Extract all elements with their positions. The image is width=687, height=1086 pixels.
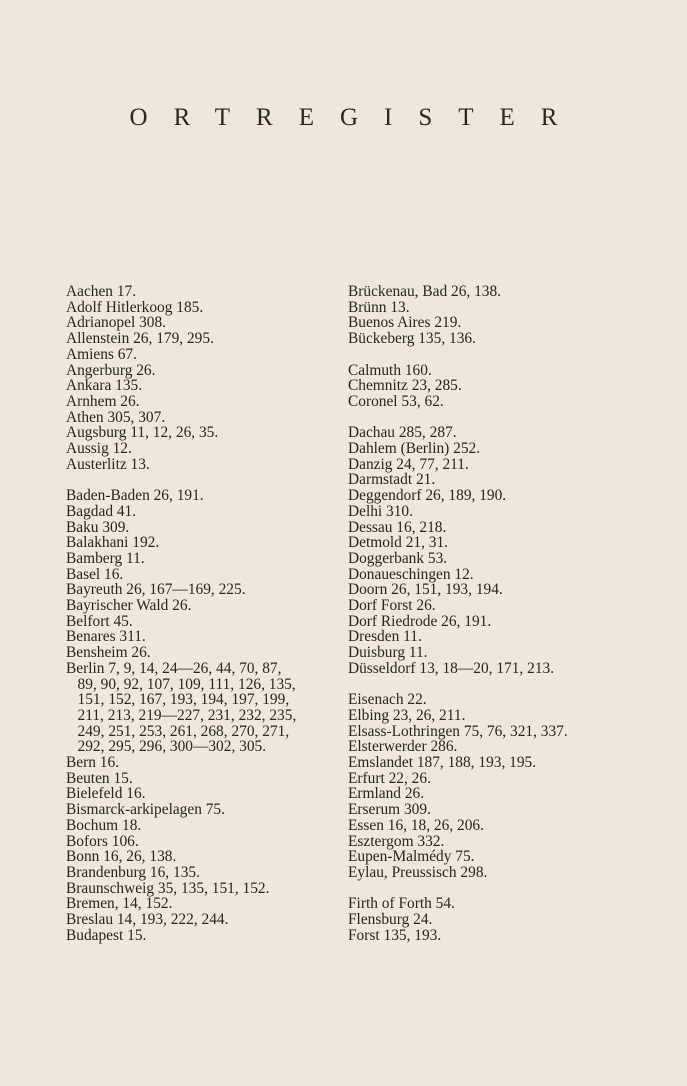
- index-entry: Esztergom 332.: [348, 832, 445, 850]
- index-entry: Bofors 106.: [66, 832, 139, 850]
- index-entry: Balakhani 192.: [66, 534, 160, 552]
- index-entry: Bismarck-arkipelagen 75.: [66, 801, 225, 819]
- index-entry: Flensburg 24.: [348, 911, 433, 929]
- index-entry: Benares 311.: [66, 628, 146, 646]
- index-entry: Bern 16.: [66, 754, 120, 772]
- index-entry: Augsburg 11, 12, 26, 35.: [66, 424, 219, 442]
- index-column-right: [348, 284, 648, 943]
- index-entry: Doorn 26, 151, 193, 194.: [348, 581, 503, 599]
- index-entry: Donaueschingen 12.: [348, 565, 474, 583]
- index-entry: Eupen-Malmédy 75.: [348, 848, 475, 866]
- index-entry: Amiens 67.: [66, 345, 137, 363]
- index-entry: 249, 251, 253, 261, 268, 270, 271,: [66, 722, 290, 740]
- index-entry: Dessau 16, 218.: [348, 518, 447, 536]
- letter-gap: [348, 410, 648, 426]
- index-entry: Coronel 53, 62.: [348, 392, 444, 410]
- index-entry: Detmold 21, 31.: [348, 534, 449, 552]
- index-entry: Bochum 18.: [66, 816, 142, 834]
- index-entry: Bayrischer Wald 26.: [66, 597, 192, 615]
- index-entry: Dahlem (Berlin) 252.: [348, 440, 481, 457]
- index-entry: Austerlitz 13.: [66, 455, 150, 473]
- index-entry: Delhi 310.: [348, 502, 413, 520]
- index-entry: Baden-Baden 26, 191.: [66, 487, 204, 505]
- index-entry: Danzig 24, 77, 211.: [348, 455, 469, 473]
- index-entry: Angerburg 26.: [66, 361, 156, 379]
- index-entry: Deggendorf 26, 189, 190.: [348, 487, 507, 505]
- index-entry: Adolf Hitlerkoog 185.: [66, 298, 204, 316]
- letter-gap: [348, 347, 648, 363]
- index-entry: Erserum 309.: [348, 801, 431, 819]
- index-entry: Düsseldorf 13, 18—20, 171, 213.: [348, 659, 555, 677]
- index-entry: Ermland 26.: [348, 785, 425, 803]
- index-entry: Darmstadt 21.: [348, 471, 436, 489]
- index-entry: Eisenach 22.: [348, 691, 427, 709]
- index-entry: Bagdad 41.: [66, 502, 137, 520]
- index-entry: Firth of Forth 54.: [348, 895, 455, 913]
- index-entry: Adrianopel 308.: [66, 314, 167, 332]
- index-entry: Aachen 17.: [66, 283, 137, 300]
- index-entry: Bamberg 11.: [66, 549, 145, 567]
- index-entry: Dachau 285, 287.: [348, 424, 457, 442]
- index-entry: 151, 152, 167, 193, 194, 197, 199,: [66, 691, 290, 709]
- index-entry: Erfurt 22, 26.: [348, 769, 431, 787]
- index-entry: 89, 90, 92, 107, 109, 111, 126, 135,: [66, 675, 296, 693]
- index-entry: Brünn 13.: [348, 298, 410, 316]
- index-entry: Ankara 135.: [66, 377, 143, 395]
- index-entry: Emslandet 187, 188, 193, 195.: [348, 754, 537, 772]
- index-entry: Bayreuth 26, 167—169, 225.: [66, 581, 246, 599]
- letter-gap: [348, 677, 648, 693]
- index-entry: Chemnitz 23, 285.: [348, 377, 462, 395]
- index-entry: Bonn 16, 26, 138.: [66, 848, 177, 866]
- index-entry: Elsass-Lothringen 75, 76, 321, 337.: [348, 722, 568, 740]
- index-entry: Breslau 14, 193, 222, 244.: [66, 911, 229, 929]
- page-title: ORTREGISTER: [129, 104, 584, 131]
- index-entry: Budapest 15.: [66, 926, 147, 944]
- index-entry: Bielefeld 16.: [66, 785, 146, 803]
- index-entry: Forst 135, 193.: [348, 926, 442, 944]
- index-entry: Dresden 11.: [348, 628, 422, 646]
- index-entry: 211, 213, 219—227, 231, 232, 235,: [66, 706, 297, 724]
- index-entry: Duisburg 11.: [348, 644, 428, 662]
- index-entry: Aussig 12.: [66, 440, 132, 458]
- index-entry: Bremen, 14, 152.: [66, 895, 173, 913]
- index-entry: Elsterwerder 286.: [348, 738, 458, 756]
- index-entry: Athen 305, 307.: [66, 408, 166, 426]
- index-entry: Bensheim 26.: [66, 644, 151, 662]
- index-entry: Belfort 45.: [66, 612, 133, 630]
- index-entry: Doggerbank 53.: [348, 549, 448, 567]
- index-entry: Brandenburg 16, 135.: [66, 864, 200, 881]
- index-entry: Beuten 15.: [66, 769, 133, 787]
- index-entry: Braunschweig 35, 135, 151, 152.: [66, 879, 270, 897]
- index-entry: Berlin 7, 9, 14, 24—26, 44, 70, 87,: [66, 659, 282, 677]
- index-entry: Essen 16, 18, 26, 206.: [348, 816, 484, 834]
- letter-gap: [348, 881, 648, 897]
- index-entry: 292, 295, 296, 300—302, 305.: [66, 738, 267, 756]
- index-entry: Eylau, Preussisch 298.: [348, 863, 488, 881]
- index-entry: Allenstein 26, 179, 295.: [66, 330, 214, 348]
- letter-gap: [66, 472, 336, 488]
- index-entry: Basel 16.: [66, 565, 124, 583]
- index-entry: Brückenau, Bad 26, 138.: [348, 283, 502, 300]
- index-entry: Calmuth 160.: [348, 361, 432, 379]
- index-entry: Buenos Aires 219.: [348, 314, 462, 332]
- index-entry: Dorf Forst 26.: [348, 597, 436, 615]
- index-entry: Bückeberg 135, 136.: [348, 330, 476, 348]
- index-entry: Dorf Riedrode 26, 191.: [348, 612, 492, 630]
- index-entry: Elbing 23, 26, 211.: [348, 706, 466, 724]
- index-column-left: [66, 284, 336, 944]
- index-entry: Arnhem 26.: [66, 392, 140, 410]
- index-entry: Baku 309.: [66, 518, 130, 536]
